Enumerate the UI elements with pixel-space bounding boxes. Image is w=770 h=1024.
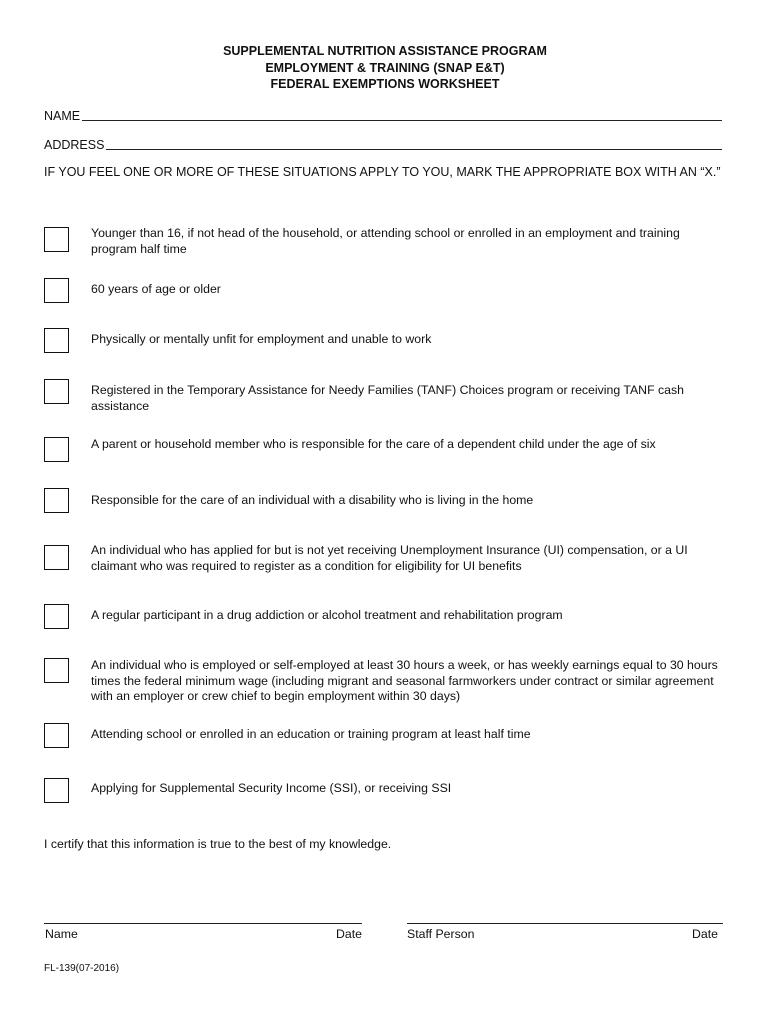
exemption-text: Registered in the Temporary Assistance for Needy Families (TANF) Choices program or receiving TANF cash assistance bbox=[91, 383, 684, 413]
instructions: IF YOU FEEL ONE OR MORE OF THESE SITUATIONS APPLY TO YOU, MARK THE APPROPRIATE BOX WITH AN “X.” bbox=[44, 165, 721, 179]
title-line-2: EMPLOYMENT & TRAINING (SNAP E&T) bbox=[265, 60, 505, 75]
applicant-signature-line[interactable] bbox=[44, 923, 362, 925]
certification-statement: I certify that this information is true to the best of my knowledge. bbox=[44, 837, 392, 851]
title-line-1: SUPPLEMENTAL NUTRITION ASSISTANCE PROGRAM bbox=[223, 44, 547, 58]
signature-name-label: Name bbox=[45, 927, 78, 941]
form-title bbox=[0, 43, 770, 93]
exemption-text: Applying for Supplemental Security Income (SSI), or receiving SSI bbox=[91, 781, 452, 795]
name-label: NAME bbox=[44, 109, 81, 123]
exemption-checkbox[interactable] bbox=[44, 437, 69, 462]
staff-date-label: Date bbox=[692, 927, 718, 941]
exemption-checkbox[interactable] bbox=[44, 604, 69, 629]
exemption-text: Attending school or enrolled in an education or training program at least half time bbox=[91, 727, 531, 741]
form-number: FL-139(07-2016) bbox=[44, 963, 120, 974]
address-label: ADDRESS bbox=[44, 138, 105, 152]
signature-date-label: Date bbox=[336, 927, 362, 941]
exemption-checkbox[interactable] bbox=[44, 545, 69, 570]
exemption-checkbox[interactable] bbox=[44, 723, 69, 748]
exemption-checkbox[interactable] bbox=[44, 278, 69, 303]
address-field[interactable] bbox=[106, 148, 722, 150]
exemption-checkbox[interactable] bbox=[44, 778, 69, 803]
exemption-checkbox[interactable] bbox=[44, 488, 69, 513]
name-field[interactable] bbox=[82, 119, 722, 121]
exemption-checkbox[interactable] bbox=[44, 658, 69, 683]
exemption-text: A parent or household member who is responsible for the care of a dependent child under the age of six bbox=[91, 437, 656, 451]
address-field-row bbox=[44, 134, 722, 152]
exemption-checkbox[interactable] bbox=[44, 227, 69, 252]
exemption-checkbox[interactable] bbox=[44, 328, 69, 353]
exemption-text: 60 years of age or older bbox=[91, 282, 221, 296]
exemption-checkbox[interactable] bbox=[44, 379, 69, 404]
exemption-text: An individual who has applied for but is not yet receiving Unemployment Insurance (UI) compensation, or a UI claimant who was required to register as a condition for eligibility for UI benefits bbox=[91, 543, 688, 573]
staff-signature-line[interactable] bbox=[407, 923, 723, 925]
name-field-row bbox=[44, 105, 722, 123]
exemption-text: A regular participant in a drug addiction or alcohol treatment and rehabilitation program bbox=[91, 608, 563, 622]
exemption-text: Younger than 16, if not head of the household, or attending school or enrolled in an employment and training program half time bbox=[91, 226, 680, 256]
exemption-text: Responsible for the care of an individual with a disability who is living in the home bbox=[91, 493, 534, 507]
staff-person-label: Staff Person bbox=[407, 927, 475, 941]
title-line-3: FEDERAL EXEMPTIONS WORKSHEET bbox=[270, 77, 500, 91]
exemption-text: An individual who is employed or self-employed at least 30 hours a week, or has weekly earnings equal to 30 hours times the federal minimum wage (including migrant and seasonal farmworkers under contract or similar agreement with an employer or crew chief to begin employment within 30 days) bbox=[91, 658, 718, 703]
exemption-text: Physically or mentally unfit for employment and unable to work bbox=[91, 332, 432, 346]
